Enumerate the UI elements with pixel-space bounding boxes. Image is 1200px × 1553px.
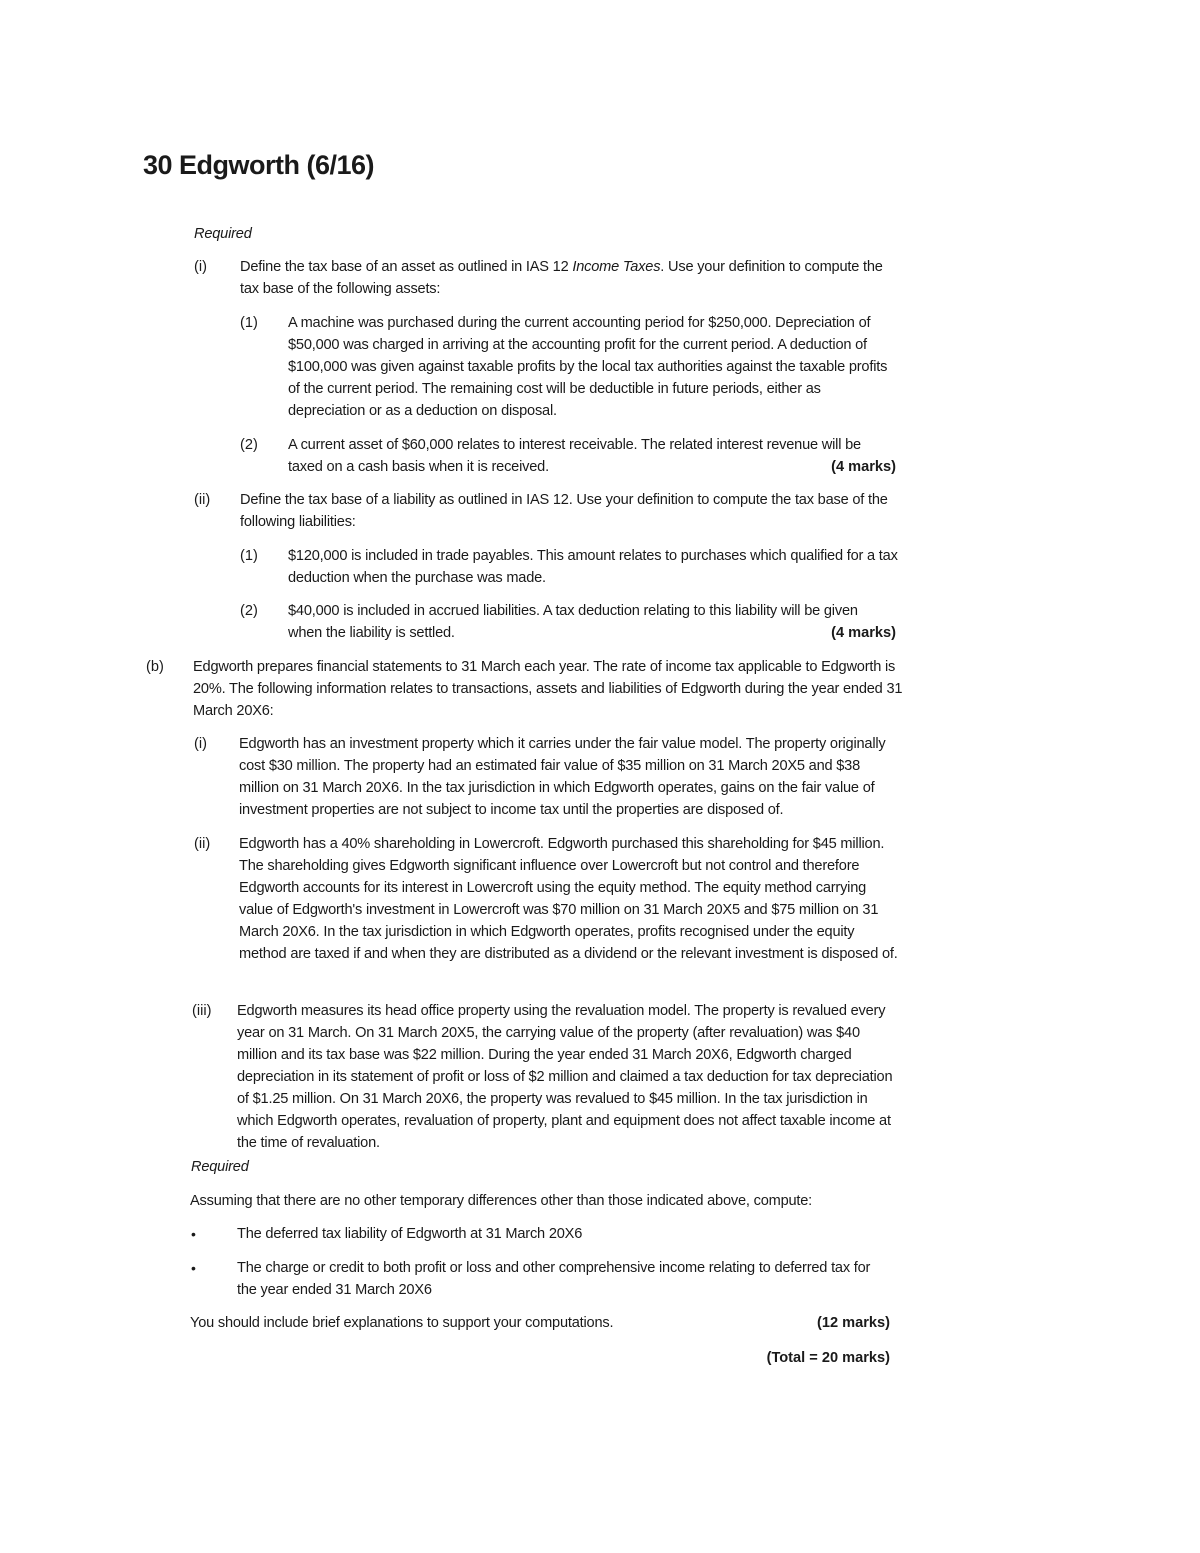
standard-name: Income Taxes [572,259,661,275]
liability-2-text: $40,000 is included in accrued liabilities. A tax deduction relating to this liability will be given when the liability is settled. [288,603,858,641]
item-b-i-text: Edgworth has an investment property which it carries under the fair value model. The property originally cost $30 million. The property had an estimated fair value of $35 million on 31 March 20X5 and $38 million on 31 March 20X6. In the tax jurisdiction in which Edgworth operates, gains on the fair value of investment properties are not subject to income tax until the properties are disposed of. [239,736,886,818]
marks-a-i: (4 marks) [831,459,896,475]
item-b-i-label: (i) [194,736,207,752]
item-a-ii-text: Define the tax base of a liability as outlined in IAS 12. Use your definition to compute the tax base of the following liabilities: [240,492,888,530]
liability-2-label: (2) [240,603,258,619]
bullet-item-2: The charge or credit to both profit or loss and other comprehensive income relating to deferred tax for the year ended 31 March 20X6 [237,1260,871,1298]
bullet-icon: • [191,1260,196,1276]
bullet-item-1: The deferred tax liability of Edgworth at 31 March 20X6 [237,1226,583,1242]
asset-1-label: (1) [240,315,258,331]
item-b-ii-label: (ii) [194,836,211,852]
item-b-iii-label: (iii) [192,1003,212,1019]
required-heading-a: Required [194,226,252,242]
marks-a-ii: (4 marks) [831,625,896,641]
assuming-text: Assuming that there are no other temporary differences other than those indicated above, compute: [190,1193,813,1209]
liability-1-label: (1) [240,548,258,564]
item-a-i-label: (i) [194,259,207,275]
asset-1-text: A machine was purchased during the current accounting period for $250,000. Depreciation of $50,000 was charged in arriving at the accounting profit for the current period. A deduction of $100,000 was given against taxable profits by the local tax authorities against the taxable profits of the current period. The remaining cost will be deductible in future periods, either as depreciation or as a deduction on disposal. [288,315,888,419]
liability-1-text: $120,000 is included in trade payables. This amount relates to purchases which qualified for a tax deduction when the purchase was made. [288,548,898,586]
required-heading-b: Required [191,1159,249,1175]
bullet-icon: • [191,1226,196,1242]
asset-2-label: (2) [240,437,258,453]
explanations-text: You should include brief explanations to support your computations. [190,1315,614,1331]
asset-2-text: A current asset of $60,000 relates to interest receivable. The related interest revenue will be taxed on a cash basis when it is received. [288,437,861,475]
item-b-ii-text: Edgworth has a 40% shareholding in Lowercroft. Edgworth purchased this shareholding for $45 million. The shareholding gives Edgworth significant influence over Lowercroft but not control and therefore Edgworth accounts for its interest in Lowercroft using the equity method. The equity method carrying value of Edgworth's investment in Lowercroft was $70 million on 31 March 20X5 and $75 million on 31 March 20X6. In the tax jurisdiction in which Edgworth operates, profits recognised under the equity method are taxed if and when they are distributed as a dividend or the relevant investment is disposed of. [239,836,898,962]
part-b-label: (b) [146,659,164,675]
total-marks: (Total = 20 marks) [766,1350,890,1366]
page-title: 30 Edgworth (6/16) [143,150,375,180]
part-b-intro: Edgworth prepares financial statements to 31 March each year. The rate of income tax applicable to Edgworth is 20%. The following information relates to transactions, assets and liabilities of Edgworth during the year ended 31 March 20X6: [193,659,903,719]
item-a-ii-label: (ii) [194,492,211,508]
item-a-i-text: Define the tax base of an asset as outlined in IAS 12 Income Taxes. Use your definition to compute the tax base of the following assets: [240,259,883,297]
marks-b: (12 marks) [816,1315,890,1331]
item-b-iii-text: Edgworth measures its head office property using the revaluation model. The property is revalued every year on 31 March. On 31 March 20X5, the carrying value of the property (after revaluation) was $40 million and its tax base was $22 million. During the year ended 31 March 20X6, Edgworth charged depreciation in its statement of profit or loss of $2 million and claimed a tax deduction for tax depreciation of $1.25 million. On 31 March 20X6, the property was revalued to $45 million. In the tax jurisdiction in which Edgworth operates, revaluation of property, plant and equipment does not affect taxable income at the time of revaluation. [237,1003,893,1151]
